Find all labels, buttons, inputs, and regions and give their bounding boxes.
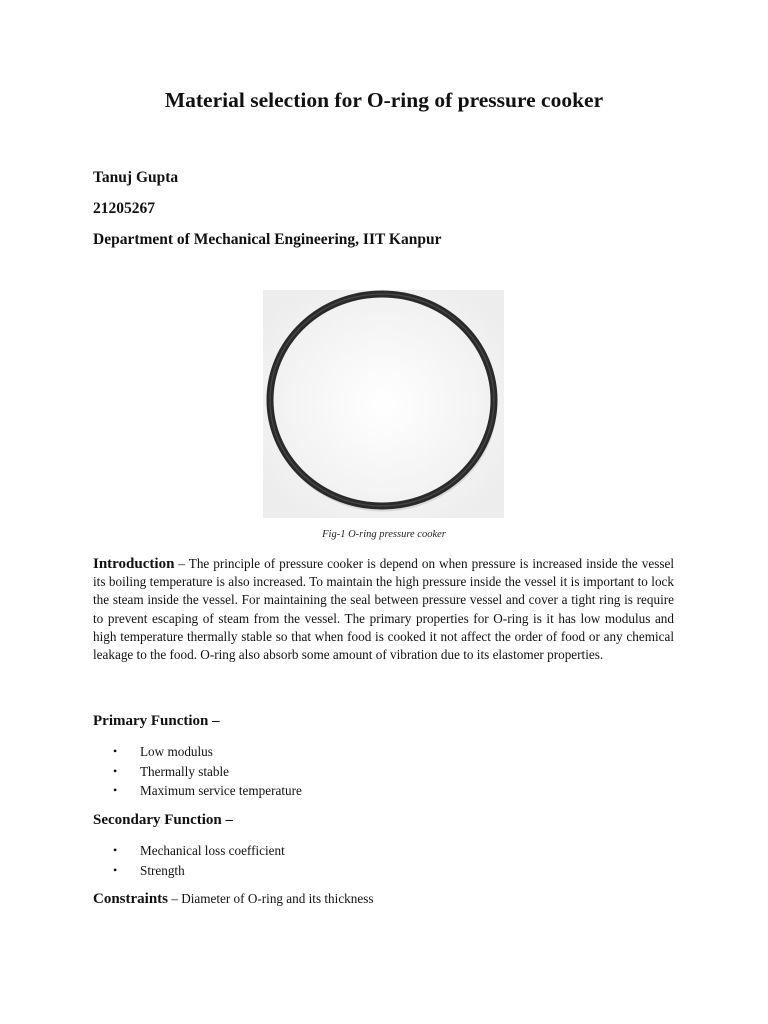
- list-item: • Maximum service temperature: [113, 781, 302, 801]
- bullet-icon: •: [113, 744, 118, 758]
- introduction-heading: Introduction: [93, 556, 175, 572]
- bullet-icon: •: [113, 862, 118, 877]
- constraints-heading: Constraints: [93, 891, 169, 907]
- introduction-dash: –: [174, 556, 189, 571]
- author-department: Department of Mechanical Engineering, IIT Kanpur: [93, 231, 442, 248]
- bullet-icon: •: [113, 763, 118, 778]
- author-id: 21205267: [93, 200, 155, 217]
- list-item: • Low modulus: [113, 742, 302, 762]
- primary-function-list: [113, 742, 302, 801]
- constraints-text: Diameter of O-ring and its thickness: [181, 891, 374, 906]
- constraints-dash: –: [168, 891, 182, 906]
- o-ring-figure: [263, 290, 504, 518]
- author-name: Tanuj Gupta: [93, 169, 179, 186]
- constraints-line: [93, 891, 373, 908]
- list-item: • Mechanical loss coefficient: [113, 841, 285, 861]
- secondary-function-list: [113, 841, 285, 880]
- document-title: Material selection for O-ring of pressure cooker: [164, 88, 604, 112]
- primary-function-heading: Primary Function –: [93, 713, 220, 729]
- list-item: • Thermally stable: [113, 762, 302, 782]
- bullet-icon: •: [113, 843, 118, 857]
- introduction-paragraph: [93, 555, 674, 664]
- introduction-text: The principle of pressure cooker is depend on when pressure is increased inside the vessel its boiling temperature is also increased. To maintain the high pressure inside the vessel it is important to lock the steam inside the vessel. For maintaining the seal between pressure vessel and cover a tight ring is require to prevent escaping of steam from the vessel. The primary properties for O-ring is it has low modulus and high temperature thermally stable so that when food is cooked it not affect the order of food or any chemical leakage to the food. O-ring also absorb some amount of vibration due to its elastomer properties.: [93, 556, 674, 663]
- o-ring-image: [263, 290, 504, 518]
- bullet-icon: •: [113, 783, 118, 797]
- secondary-function-heading: Secondary Function –: [93, 812, 234, 828]
- figure-caption: Fig-1 O-ring pressure cooker: [322, 529, 446, 540]
- list-item: • Strength: [113, 861, 285, 881]
